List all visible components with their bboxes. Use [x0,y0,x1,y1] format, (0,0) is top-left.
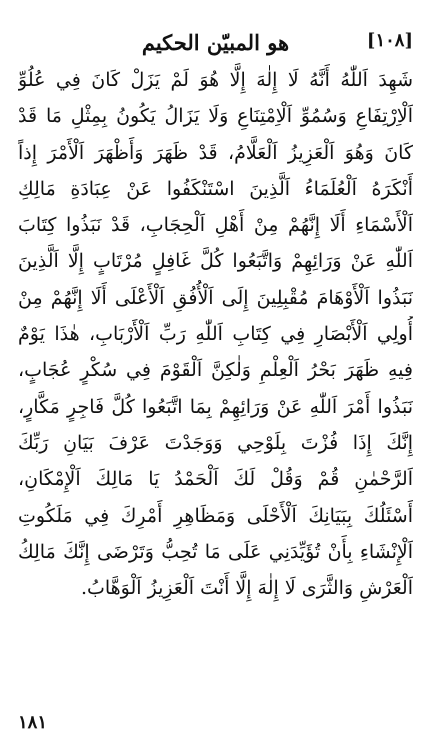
tablet-text [18,62,413,606]
page-number: ١٨١ [18,712,48,733]
text-line: أَسْئَلُكَ بِبَيَانِكَ اَلْأَحْلَى وَمَظَاهِرِ أَمْرِكَ فِي مَلَكُوتِ [18,504,413,527]
text-line: اَلْإِنْشَاءِ بِأَنْ تُؤَيِّدَنِي عَلَى مَا تُحِبُّ وَتَرْضَى إِنَّكَ مَالِكُ [18,540,413,563]
text-line: اَلْأَسْمَاءِ أَلَا إِنَّهُمْ مِنْ أَهْلِ اَلْحِجَابِ، قَدْ نَبَذُوا كِتَابَ [18,214,413,237]
text-line: أُولِي اَلْأَبْصَارِ فِي كِتَابِ اَللّٰهِ رَبِّ اَلْأَرْبَابِ، هٰذَا يَوْمٌ [18,323,413,346]
section-number: [١٠٨] [366,30,413,51]
page-title: هو المبيّن الحكيم [141,30,290,55]
page-header [18,30,413,60]
text-line: إِنَّكَ إِذَا فُزْتَ بِلَوْحِي وَوَجَدْتَ عَرْفَ بَيَانِ رَبِّكَ [18,431,413,454]
text-line: اَلْعَرْشِ وَالثَّرَى لَا إِلٰهَ إِلَّا أَنْتَ اَلْعَزِيزُ اَلْوَهَّابُ. [80,577,413,600]
text-line: كَانَ وَهُوَ اَلْعَزِيزُ اَلْعَلَّامُ، قَدْ ظَهَرَ وَأَظْهَرَ اَلْأَمْرَ إِذاً [18,141,413,164]
text-line: اَللّٰهِ عَنْ وَرَائِهِمْ وَاتَّبَعُوا كُلَّ غَافِلٍ مُرْتَابٍ إِلَّا اَلَّذِينَ [18,250,413,273]
text-line: نَبَذُوا اَلْأَوْهَامَ مُقْبِلِينَ إِلَى اَلْأُفُقِ اَلْأَعْلَى أَلَا إِنَّهُمْ مِنْ [18,286,413,309]
text-line: فِيهِ ظَهَرَ بَحْرُ اَلْعِلْمِ وَلٰكِنَّ اَلْقَوْمَ فِي سُكْرٍ عُجَابٍ، [18,359,413,382]
text-line: نَبَذُوا أَمْرَ اَللّٰهِ عَنْ وَرَائِهِمْ بِمَا اتَّبَعُوا كُلَّ فَاجِرٍ مَكَّارٍ، [18,395,413,418]
text-line: اَلرَّحْمٰنِ قُمْ وَقُلْ لَكَ اَلْحَمْدُ يَا مَالِكَ اَلْإِمْكَانِ، [18,468,413,491]
text-line: اَلْاِرْتِفَاعِ وَسُمُوِّ اَلْاِمْتِنَاعِ وَلَا يَزَالُ يَكُونُ بِمِثْلِ مَا قَدْ [18,105,413,128]
text-line: شَهِدَ اَللّٰهُ أَنَّهُ لَا إِلٰهَ إِلَّا هُوَ لَمْ يَزَلْ كَانَ فِي عُلُوِّ [18,69,413,91]
text-line: أَنْكَرَهُ اَلْعُلَمَاءُ اَلَّذِينَ اسْتَنْكَفُوا عَنْ عِبَادَةِ مَالِكِ [18,177,413,200]
